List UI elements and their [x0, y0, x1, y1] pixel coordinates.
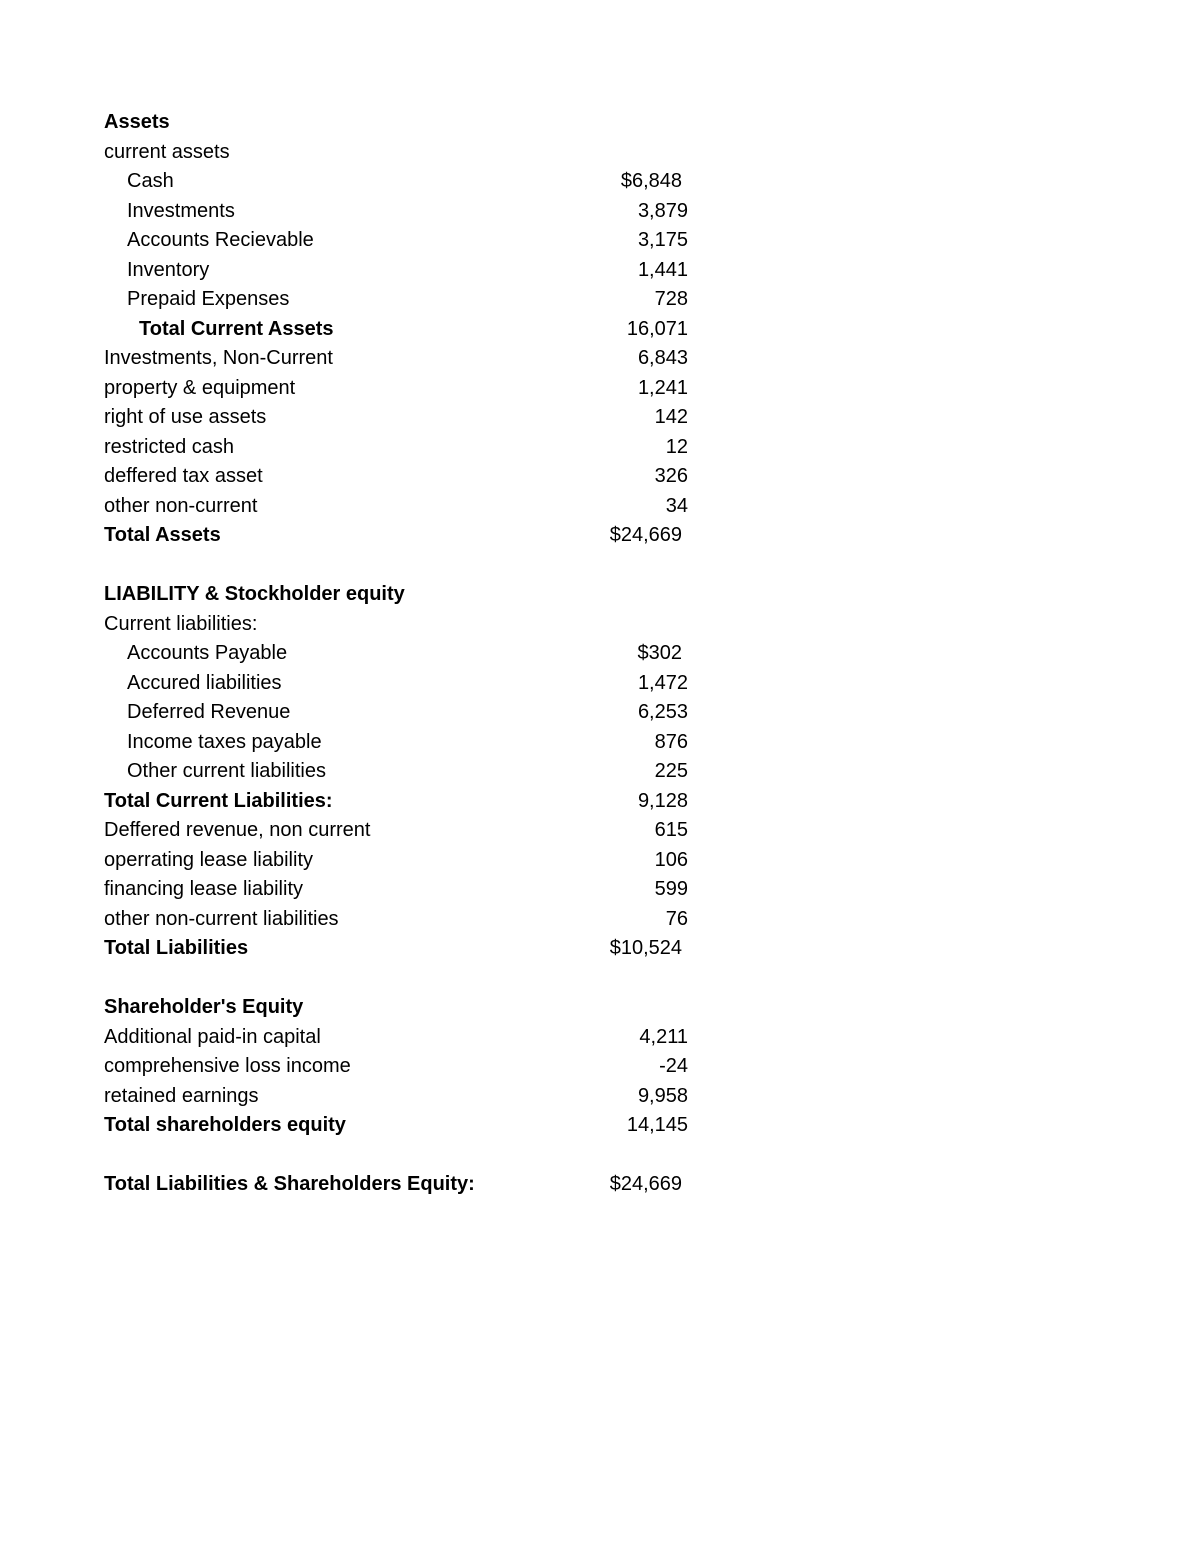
current-liabilities-heading-row	[104, 610, 704, 640]
row-value: 1,241	[637, 376, 688, 399]
liability-row-income-taxes	[104, 728, 704, 758]
row-value: 142	[654, 406, 688, 428]
row-label: right of use assets	[104, 406, 267, 428]
row-label: Prepaid Expenses	[127, 288, 290, 310]
balance-sheet	[104, 108, 704, 1200]
row-value: $24,669	[609, 524, 682, 546]
row-label: Investments, Non-Current	[104, 347, 333, 369]
asset-row-inventory	[104, 256, 704, 286]
row-label: Total Current Liabilities:	[104, 789, 333, 812]
assets-heading: Assets	[104, 111, 170, 133]
row-label: restricted cash	[104, 435, 235, 458]
total-current-liabilities-row	[104, 787, 704, 817]
row-value: 12	[665, 435, 688, 458]
current-assets-heading-row	[104, 138, 704, 168]
grand-total-row	[104, 1170, 704, 1200]
row-value: 34	[665, 494, 688, 517]
row-label: Total Liabilities	[104, 937, 249, 959]
row-label: Deffered revenue, non current	[104, 819, 371, 841]
current-liabilities-heading: Current liabilities:	[104, 612, 258, 635]
row-label: Investments	[127, 199, 235, 222]
row-label: Inventory	[127, 258, 210, 281]
row-label: Total shareholders equity	[104, 1114, 346, 1136]
row-value: 1,472	[637, 671, 688, 694]
equity-heading-row	[104, 993, 704, 1023]
row-label: financing lease liability	[104, 878, 304, 900]
equity-heading: Shareholder's Equity	[104, 996, 304, 1018]
liability-row-deferred-revenue	[104, 698, 704, 728]
row-label: Income taxes payable	[127, 730, 322, 753]
row-value: 728	[654, 288, 688, 310]
total-current-assets-row	[104, 315, 704, 345]
row-value: 6,253	[637, 701, 688, 723]
asset-row-restricted-cash	[104, 433, 704, 463]
asset-row-cash	[104, 167, 704, 197]
row-label: Total Assets	[104, 524, 221, 546]
row-value: 6,843	[637, 347, 688, 369]
row-value: 3,879	[637, 199, 688, 222]
asset-row-property-equipment	[104, 374, 704, 404]
equity-row-retained-earnings	[104, 1082, 704, 1112]
row-value: 615	[654, 819, 688, 841]
row-label: other non-current liabilities	[104, 907, 339, 930]
spacer-row	[104, 551, 704, 581]
liability-row-operating-lease	[104, 846, 704, 876]
row-value: 9,128	[637, 789, 688, 812]
equity-row-comprehensive-loss	[104, 1052, 704, 1082]
liabilities-heading-row	[104, 580, 704, 610]
row-value: -24	[659, 1055, 688, 1077]
liabilities-heading: LIABILITY & Stockholder equity	[104, 583, 405, 605]
liability-row-accrued	[104, 669, 704, 699]
row-label: Additional paid-in capital	[104, 1025, 321, 1048]
row-value: 76	[665, 907, 688, 930]
row-label: Accured liabilities	[127, 671, 282, 694]
liability-row-accounts-payable	[104, 639, 704, 669]
spacer-row	[104, 964, 704, 994]
row-label: Accounts Payable	[127, 642, 288, 664]
row-label: Total Liabilities & Shareholders Equity:	[104, 1173, 475, 1195]
asset-row-other-noncurrent	[104, 492, 704, 522]
row-value: $302	[637, 642, 682, 664]
liability-row-deferred-revenue-noncurrent	[104, 816, 704, 846]
row-label: retained earnings	[104, 1084, 259, 1107]
assets-heading-row	[104, 108, 704, 138]
row-value: 599	[654, 878, 688, 900]
row-value: 4,211	[639, 1025, 688, 1048]
spacer-row	[104, 1141, 704, 1171]
current-assets-heading: current assets	[104, 140, 230, 163]
row-label: Total Current Assets	[139, 317, 334, 340]
total-assets-row	[104, 521, 704, 551]
row-label: comprehensive loss income	[104, 1055, 351, 1077]
row-value: 225	[654, 760, 688, 782]
row-value: $10,524	[609, 937, 682, 959]
row-label: Cash	[127, 170, 174, 192]
row-value: 876	[654, 730, 688, 753]
row-value: 16,071	[626, 317, 688, 340]
equity-row-paid-in-capital	[104, 1023, 704, 1053]
row-value: 106	[654, 848, 688, 871]
row-label: deffered tax asset	[104, 465, 263, 487]
row-label: Accounts Recievable	[127, 229, 314, 251]
row-value: 9,958	[637, 1084, 688, 1107]
asset-row-right-of-use	[104, 403, 704, 433]
row-value: 3,175	[637, 229, 688, 251]
asset-row-accounts-receivable	[104, 226, 704, 256]
row-label: Other current liabilities	[127, 760, 326, 782]
liability-row-other-current	[104, 757, 704, 787]
total-equity-row	[104, 1111, 704, 1141]
row-value: $6,848	[620, 170, 682, 192]
row-label: Deferred Revenue	[127, 701, 291, 723]
row-label: property & equipment	[104, 376, 296, 399]
asset-row-deferred-tax	[104, 462, 704, 492]
liability-row-other-noncurrent	[104, 905, 704, 935]
asset-row-investments-noncurrent	[104, 344, 704, 374]
asset-row-prepaid-expenses	[104, 285, 704, 315]
row-value: 1,441	[637, 258, 688, 281]
asset-row-investments	[104, 197, 704, 227]
row-label: operrating lease liability	[104, 848, 314, 871]
liability-row-financing-lease	[104, 875, 704, 905]
row-value: 326	[654, 465, 688, 487]
row-value: 14,145	[626, 1114, 688, 1136]
total-liabilities-row	[104, 934, 704, 964]
row-label: other non-current	[104, 494, 258, 517]
row-value: $24,669	[609, 1173, 682, 1195]
